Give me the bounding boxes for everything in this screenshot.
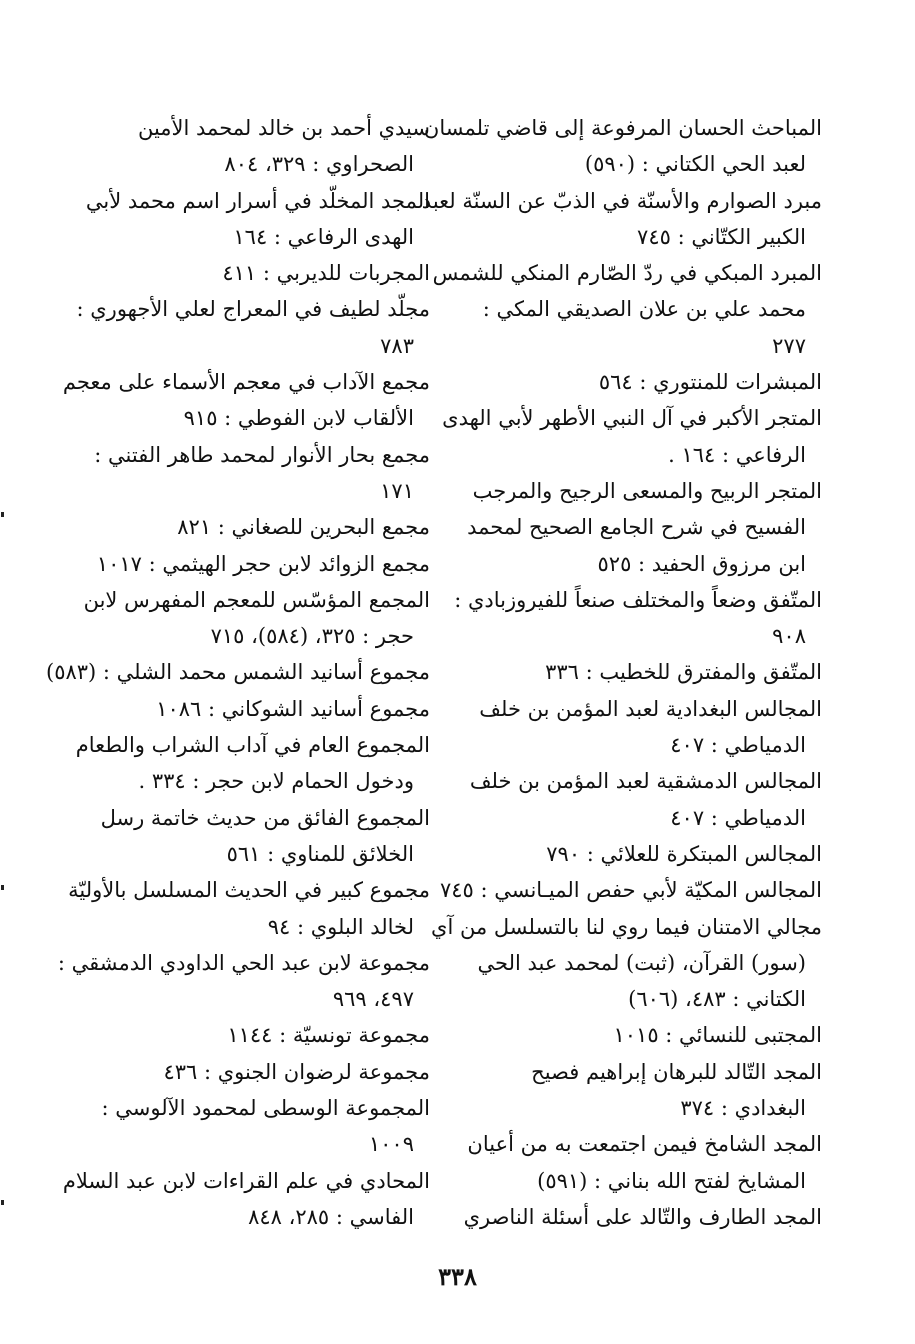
index-entry: المباحث الحسان المرفوعة إلى قاضي تلمسان [423,116,822,140]
scan-edge-mark [1,512,4,517]
index-entry: المتّفق وضعاً والمختلف صنعاً للفيروزبادي : [454,587,822,612]
index-entry-continuation: محمد علي بن علان الصديقي المكي : [482,297,806,322]
page-number: ٣٣٨ [438,1262,477,1291]
index-entry-continuation: الصحراوي : ٣٢٩، ٨٠٤ [224,152,414,177]
scan-edge-mark [1,885,4,890]
index-entry: المتّفق والمفترق للخطيب : ٣٣٦ [545,660,822,685]
index-entry: المجتبى للنسائي : ١٠١٥ [613,1023,822,1048]
index-entry: المجد المخلّد في أسرار اسم محمد لأبي [85,188,430,213]
index-entry-continuation: ٧٨٣ [380,333,414,358]
index-entry: المجمع المؤسّس للمعجم المفهرس لابن [83,587,430,612]
index-entry: مجالي الامتنان فيما روي لنا بالتسلسل من آي [431,914,822,939]
index-entry: المتجر الربيح والمسعى الرجيح والمرجب [472,478,822,503]
index-entry: المحادي في علم القراءات لابن عبد السلام [62,1168,430,1193]
index-entry: مجموعة لرضوان الجنوي : ٤٣٦ [163,1059,430,1084]
index-entry-continuation: ودخول الحمام لابن حجر : ٣٣٤ . [138,769,414,794]
index-entry-continuation: ٤٩٧، ٩٦٩ [332,987,414,1012]
index-entry-continuation: الدمياطي : ٤٠٧ [670,805,806,830]
index-entry-continuation: لخالد البلوي : ٩٤ [267,914,414,939]
index-entry: مجموع أسانيد الشمس محمد الشلي : (٥٨٣) [46,660,430,685]
index-entry-continuation: الخلائق للمناوي : ٥٦١ [226,841,414,866]
index-entry: المبشرات للمنتوري : ٥٦٤ [598,370,822,395]
index-entry-continuation: الكتاني : ٤٨٣، (٦٠٦) [628,987,806,1012]
index-entry: المجالس المكيّة لأبي حفص الميـانسي : ٧٤٥ [439,878,822,903]
index-entry: المبرد المبكي في ردّ الصّارم المنكي للشمس [432,261,822,286]
index-entry: مبرد الصوارم والأسنّة في الذبّ عن السنّة لعبد [421,188,822,213]
index-entry: المجد الشامخ فيمن اجتمعت به من أعيان [467,1132,822,1157]
index-entry: المتجر الأكبر في آل النبي الأطهر لأبي الهدى [442,406,822,431]
index-entry-continuation: (سور) القرآن، (ثبت) لمحمد عبد الحي [477,950,806,975]
index-entry: مجموع كبير في الحديث المسلسل بالأوليّة [68,878,430,903]
index-entry: المجد الطارف والتّالد على أسئلة الناصري [463,1204,822,1229]
index-entry-continuation: الفسيح في شرح الجامع الصحيح لمحمد [467,515,806,540]
index-entry: المجربات للديربي : ٤١١ [222,261,430,286]
index-entry-continuation: الرفاعي : ١٦٤ . [668,442,806,467]
index-column-left [46,110,430,1235]
scan-edge-mark [1,1200,4,1205]
index-entry: مجمع الزوائد لابن حجر الهيثمي : ١٠١٧ [96,551,430,576]
index-entry-continuation: الألقاب لابن الفوطي : ٩١٥ [183,406,414,431]
index-entry-continuation: حجر : ٣٢٥، (٥٨٤)، ٧١٥ [210,624,414,649]
index-entry: مجلّد لطيف في المعراج لعلي الأجهوري : [76,297,430,322]
index-entry: المجموعة الوسطى لمحمود الآلوسي : [101,1096,430,1121]
index-entry: المجد التّالد للبرهان إبراهيم فصيح [531,1059,822,1084]
index-entry-continuation: ابن مرزوق الحفيد : ٥٢٥ [597,551,806,576]
index-entry: مجمع البحرين للصغاني : ٨٢١ [177,515,430,540]
index-entry-continuation: ١٧١ [380,478,414,503]
index-entry: المجموع الفائق من حديث خاتمة رسل [100,805,430,830]
index-entry: المجموع العام في آداب الشراب والطعام [75,733,430,758]
index-entry-continuation: ٢٧٧ [772,333,806,358]
index-entry: مجموعة تونسيّة : ١١٤٤ [227,1023,430,1048]
index-entry-continuation: ١٠٠٩ [368,1132,414,1157]
index-entry: مجمع الآداب في معجم الأسماء على معجم [62,370,430,395]
index-entry-continuation: لعبد الحي الكتاني : (٥٩٠) [584,152,806,177]
index-entry-continuation: الدمياطي : ٤٠٧ [670,733,806,758]
index-entry: مجموعة لابن عبد الحي الداودي الدمشقي : [57,950,430,975]
index-entry-continuation: البغدادي : ٣٧٤ [680,1096,806,1121]
index-entry-continuation: الكبير الكتّاني : ٧٤٥ [637,224,806,249]
index-entry-continuation: ٩٠٨ [772,624,806,649]
index-entry: المجالس الدمشقية لعبد المؤمن بن خلف [469,769,822,794]
index-entry: مجموع أسانيد الشوكاني : ١٠٨٦ [156,696,430,721]
index-entry-continuation: الهدى الرفاعي : ١٦٤ [233,224,414,249]
index-entry: مجمع بحار الأنوار لمحمد طاهر الفتني : [94,442,430,467]
index-column-right [421,110,822,1235]
index-entry-continuation: الفاسي : ٢٨٥، ٨٤٨ [248,1204,414,1229]
index-entry-continuation: المشايخ لفتح الله بناني : (٥٩١) [537,1168,806,1193]
index-entry: سيدي أحمد بن خالد لمحمد الأمين [137,116,430,140]
index-entry: المجالس المبتكرة للعلائي : ٧٩٠ [546,841,822,866]
index-entry: المجالس البغدادية لعبد المؤمن بن خلف [479,696,822,721]
